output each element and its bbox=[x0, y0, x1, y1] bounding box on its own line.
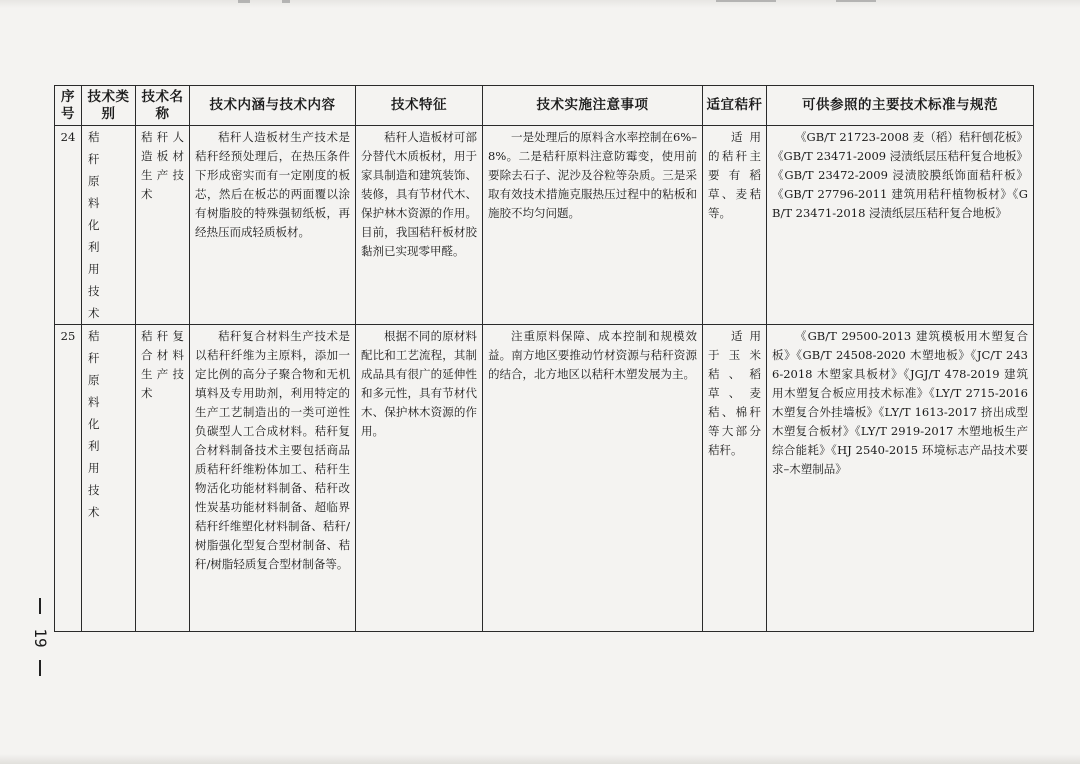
cell-serial: 24 bbox=[55, 126, 82, 325]
cell-category: 秸秆原料化利用技术 bbox=[82, 126, 136, 325]
scan-top-edge bbox=[0, 0, 1080, 8]
page-number-dash bbox=[39, 598, 41, 614]
cell-feature: 秸秆人造板材可部分替代木质板材，用于家具制造和建筑装饰、装修，具有节材代木、保护林木资源的作用。目前，我国秸秆板材胶黏剂已实现零甲醛。 bbox=[356, 126, 483, 325]
page-number-digits: 19 bbox=[31, 628, 50, 648]
technology-table bbox=[54, 85, 1034, 632]
page-number-dash bbox=[39, 660, 41, 676]
scan-mark bbox=[238, 0, 250, 3]
cell-standards: 《GB/T 21723-2008 麦（稻）秸秆刨花板》《GB/T 23471-2009 浸渍纸层压秸秆复合地板》《GB/T 23472-2009 浸渍胶膜纸饰面秸秆板》《GB/T 27796-2011 建筑用秸秆植物板材》《GB/T 23471-2018 浸渍纸层压秸秆复合地板》 bbox=[767, 126, 1034, 325]
cell-tech-name: 秸秆复合材料生产技术 bbox=[136, 325, 190, 632]
scan-mark bbox=[282, 0, 290, 3]
cell-suitable-straw: 适用于玉米秸、稻草、麦秸、棉秆等大部分秸秆。 bbox=[703, 325, 767, 632]
scan-bottom-edge bbox=[0, 754, 1080, 764]
table-row bbox=[55, 325, 1034, 632]
header-category: 技术类别 bbox=[82, 86, 136, 126]
header-feature: 技术特征 bbox=[356, 86, 483, 126]
cell-category: 秸秆原料化利用技术 bbox=[82, 325, 136, 632]
cell-feature: 根据不同的原材料配比和工艺流程，其制成品具有很广的延伸性和多元性，具有节材代木、保护林木资源的作用。 bbox=[356, 325, 483, 632]
header-standards: 可供参照的主要技术标准与规范 bbox=[767, 86, 1034, 126]
page-number bbox=[28, 598, 52, 678]
cell-content: 秸秆复合材料生产技术是以秸秆纤维为主原料，添加一定比例的高分子聚合物和无机填料及专用助剂，利用特定的生产工艺制造出的一类可逆性负碳型人工合成材料。秸秆复合材料制备技术主要包括商品质秸秆纤维粉体加工、秸秆生物活化功能材料制备、秸秆改性炭基功能材料制备、超临界秸秆纤维塑化材料制备、秸秆/树脂强化型复合型材制备、秸秆/树脂轻质复合型材制备等。 bbox=[190, 325, 356, 632]
cell-notes: 一是处理后的原料含水率控制在6%–8%。二是秸秆原料注意防霉变，使用前要除去石子、泥沙及谷粒等杂质。三是采取有效技术措施克服热压过程中的粘板和施胶不均匀问题。 bbox=[483, 126, 703, 325]
header-notes: 技术实施注意事项 bbox=[483, 86, 703, 126]
cell-tech-name: 秸秆人造板材生产技术 bbox=[136, 126, 190, 325]
cell-standards: 《GB/T 29500-2013 建筑模板用木塑复合板》《GB/T 24508-2020 木塑地板》《JC/T 2436-2018 木塑家具板材》《JGJ/T 478-2019 建筑用木塑复合板应用技术标准》《LY/T 2715-2016 木塑复合外挂墙板》《LY/T 1613-2017 挤出成型木塑复合板材》《LY/T 2919-2017 木塑地板生产综合能耗》《HJ 2540-2015 环境标志产品技术要求–木塑制品》 bbox=[767, 325, 1034, 632]
cell-serial: 25 bbox=[55, 325, 82, 632]
cell-suitable-straw: 适用的秸秆主要有稻草、麦秸等。 bbox=[703, 126, 767, 325]
scan-mark bbox=[836, 0, 876, 2]
header-serial: 序号 bbox=[55, 86, 82, 126]
header-content: 技术内涵与技术内容 bbox=[190, 86, 356, 126]
header-tech-name: 技术名称 bbox=[136, 86, 190, 126]
header-row bbox=[55, 86, 1034, 126]
cell-content: 秸秆人造板材生产技术是秸秆经预处理后，在热压条件下形成密实而有一定刚度的板芯，然后在板芯的两面覆以涂有树脂胶的特殊强韧纸板，再经热压而成轻质板材。 bbox=[190, 126, 356, 325]
header-suitable-straw: 适宜秸秆 bbox=[703, 86, 767, 126]
cell-notes: 注重原料保障、成本控制和规模效益。南方地区要推动竹材资源与秸秆资源的结合，北方地区以秸秆木塑发展为主。 bbox=[483, 325, 703, 632]
scan-mark bbox=[716, 0, 776, 2]
table-row bbox=[55, 126, 1034, 325]
